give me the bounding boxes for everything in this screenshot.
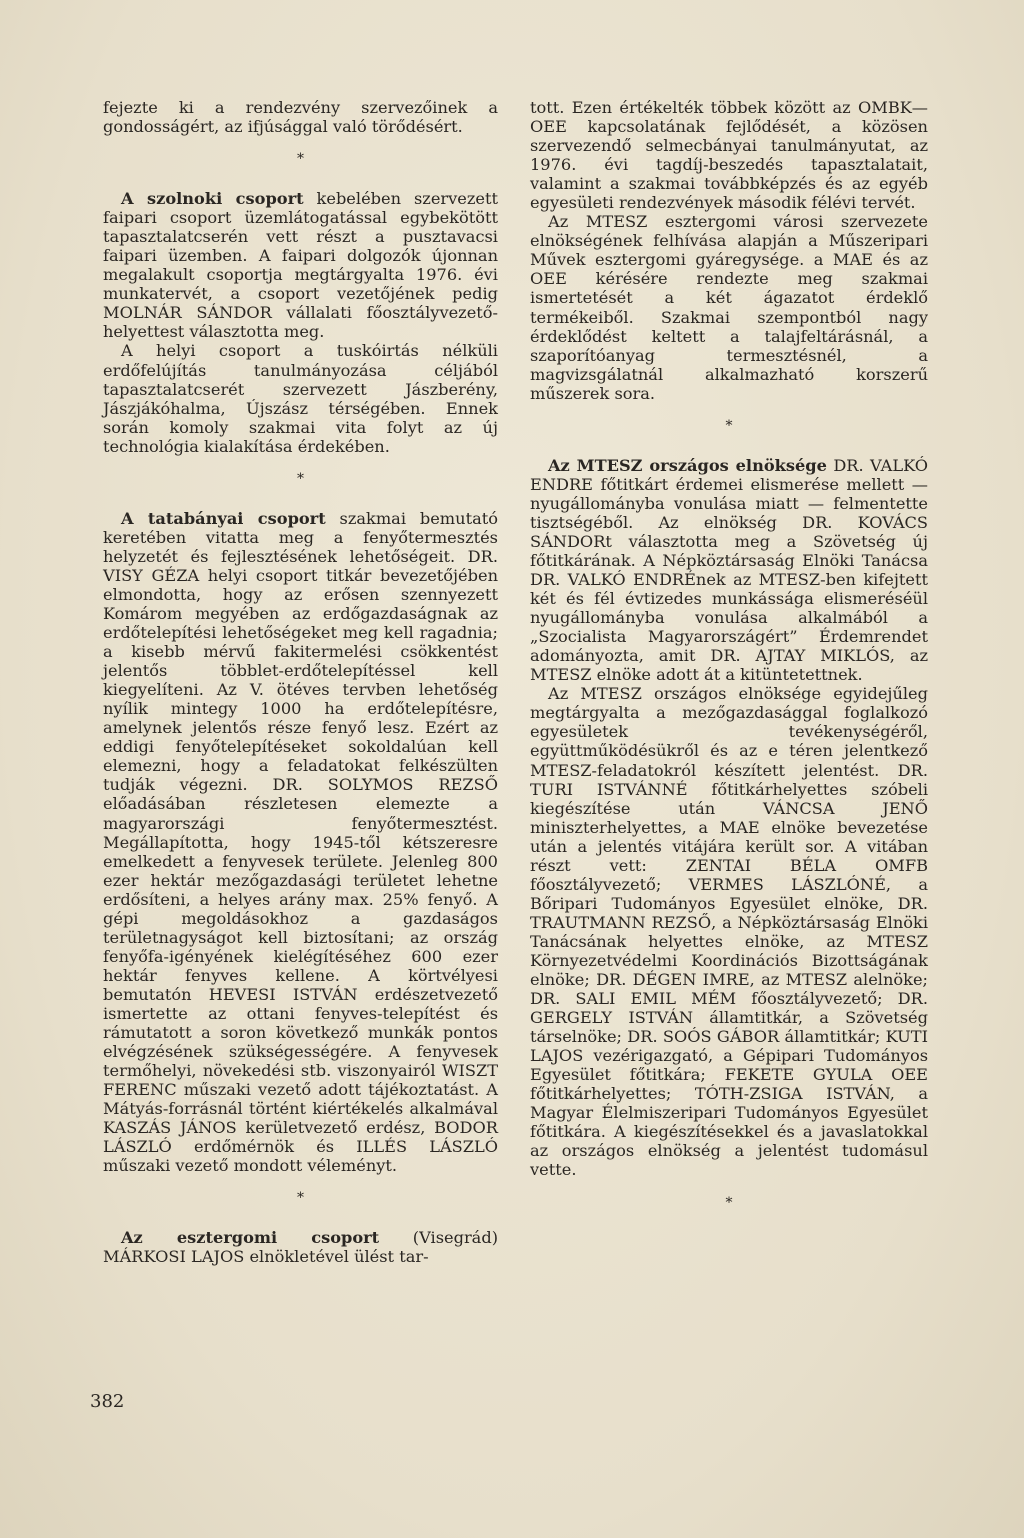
- left-column: [103, 98, 498, 1266]
- paragraph-text: kebelében szervezett faipari csoport üzemlátogatással egybekötött tapasztalatcserén vett részt a pusztavacsi faipari üzemben. A faipari dolgozók újonnan megalakult csoportja megtárgyalta 1976. évi munkatervét, a csoport vezetőjének pedig MOLNÁR SÁNDOR vállalati főosztályvezető-helyettest választotta meg.: [103, 189, 498, 342]
- paragraph: tott. Ezen értékelték többek között az OMBK—OEE kapcsolatának fejlődését, a közösen szervezendő selmecbányai tanulmányutat, az 1976. évi tagdíj-beszedés tapasztalatait, valamint a szakmai továbbképzés és az egyéb egyesületi rendezvények második félévi tervét.: [530, 98, 928, 213]
- right-column: [530, 98, 928, 1233]
- paragraph-szolnok: [103, 189, 498, 341]
- paragraph-tatabanya: [103, 509, 498, 1176]
- section-separator: *: [297, 470, 304, 487]
- group-heading: A tatabányai csoport: [121, 508, 326, 528]
- section-separator: *: [725, 1194, 733, 1211]
- section-separator: *: [297, 151, 304, 168]
- group-heading: Az esztergomi csoport: [121, 1228, 380, 1248]
- paragraph-mtesz-presidium: [530, 456, 928, 685]
- paragraph-text: DR. VALKÓ ENDRE főtitkárt érdemei elismerése mellett — nyugállományba vonulása miatt — felmentette tisztségéből. Az elnökség DR. KOVÁCS SÁNDORt választotta meg a Szövetség új főtitkárának. A Népköztársaság Elnöki Tanácsa DR. VALKÓ ENDRÉnek az MTESZ-ben kifejtett két és fél évtizedes munkássága elismeréséül nyugállományba vonulása alkalmából a „Szocialista Magyarországért” Érdemrendet adományozta, amit DR. AJTAY MIKLÓS, az MTESZ elnöke adott át a kitüntetettnek.: [530, 455, 929, 685]
- paragraph: Az MTESZ országos elnöksége egyidejűleg megtárgyalta a mezőgazdasággal foglalkozó egyesületek tevékenységéről, együttműködésükről és az e téren jelentkező MTESZ-feladatokról készített jelentést. DR. TURI ISTVÁNNÉ főtitkárhelyettes szóbeli kiegészítése után VÁNCSA JENŐ miniszterhelyettes, a MAE elnöke bevezetése után a jelentés vitájára került sor. A vitában részt vett: ZENTAI BÉLA OMFB főosztályvezető; VERMES LÁSZLÓNÉ, a Bőripari Tudományos Egyesület elnöke, DR. TRAUTMANN REZSŐ, a Népköztársaság Elnöki Tanácsának helyettes elnöke, az MTESZ Környezetvédelmi Koordinációs Bizottságának elnöke; DR. DÉGEN IMRE, az MTESZ alelnöke; DR. SALI EMIL MÉM főosztályvezető; DR. GERGELY ISTVÁN államtitkár, a Szövetség társelnöke; DR. SOÓS GÁBOR államtitkár; KUTI LAJOS vezérigazgató, a Gépipari Tudományos Egyesület főtitkára; FEKETE GYULA OEE főtitkárhelyettes; TÓTH-ZSIGA ISTVÁN, a Magyar Élelmiszeripari Tudományos Egyesület főtitkára. A kiegészítésekkel és a javaslatokkal az országos elnökség a jelentést tudomásul vette.: [530, 684, 928, 1180]
- paragraph-text: (Visegrád) MÁRKOSI LAJOS elnökletével ülést tar-: [103, 1228, 499, 1267]
- section-separator: *: [725, 417, 733, 434]
- paragraph: Az MTESZ esztergomi városi szervezete elnökségének felhívása alapján a Műszeripari Művek esztergomi gyáregysége. a MAE és az OEE kérésére rendezte meg szakmai ismertetését a két ágazatot érdeklő termékeiből. Szakmai szempontból nagy érdeklődést keltett a talajfeltárásnál, a szaporítóanyag termesztésnél, a magvizsgálatnál alkalmazható korszerű műszerek sora.: [530, 212, 928, 403]
- paragraph-esztergom: [103, 1228, 498, 1266]
- group-heading: A szolnoki csoport: [121, 189, 304, 209]
- page-number: 382: [90, 1391, 125, 1412]
- paragraph: fejezte ki a rendezvény szervezőinek a gondosságért, az ifjúsággal való törődésért.: [103, 98, 498, 137]
- paragraph: A helyi csoport a tuskóirtás nélküli erdőfelújítás tanulmányozása céljából tapasztalatcserét szervezett Jászberény, Jászjákóhalma, Újszász térségében. Ennek során komoly szakmai vita folyt az új technológia kialakítása érdekében.: [103, 341, 498, 456]
- group-heading: Az MTESZ országos elnöksége: [548, 455, 827, 475]
- section-separator: *: [297, 1190, 304, 1207]
- paragraph-text: szakmai bemutató keretében vitatta meg a fenyőtermesztés helyzetét és fejlesztésének lehetőségeit. DR. VISY GÉZA helyi csoport titkár bevezetőjében elmondotta, hogy az erősen szennyezett Komárom megyében az erdőgazdaságnak az erdőtelepítési lehetőségeket meg kell ragadnia; a kisebb mérvű fakitermelési csökkentést jelentős többlet-erdőtelepítéssel kell kiegyelíteni. Az V. ötéves tervben lehetőség nyílik mintegy 1000 ha erdőtelepítésre, amelynek jelentős része fenyő lesz. Ezért az eddigi fenyőtelepítéseket sokoldalúan kell elemezni, hogy a feladatokat felkészülten tudják végezni. DR. SOLYMOS REZSŐ előadásában részletesen elemezte a magyarországi fenyőtermesztést. Megállapította, hogy 1945-től kétszeresre emelkedett a fenyvesek területe. Jelenleg 800 ezer hektár mezőgazdasági területet lehetne erdősíteni, a helyes arány max. 25% fenyő. A gépi megoldásokhoz a gazdaságos területnagyságot kell biztosítani; az ország fenyőfa-igényének kielégítéséhez 600 ezer hektár fenyves kellene. A körtvélyesi bemutatón HEVESI ISTVÁN erdészetvezető ismertette az ottani fenyves-telepítést és rámutatott a soron következő munkák pontos elvégzésének szükségességére. A fenyvesek termőhelyi, növekedési stb. viszonyairól WISZT FERENC műszaki vezető adott tájékoztatást. A Mátyás-forrásnál történt kiértékelés alkalmával KASZÁS JÁNOS kerületvezető erdész, BODOR LÁSZLÓ erdőmérnök és ILLÉS LÁSZLÓ műszaki vezető mondott véleményt.: [103, 508, 498, 1176]
